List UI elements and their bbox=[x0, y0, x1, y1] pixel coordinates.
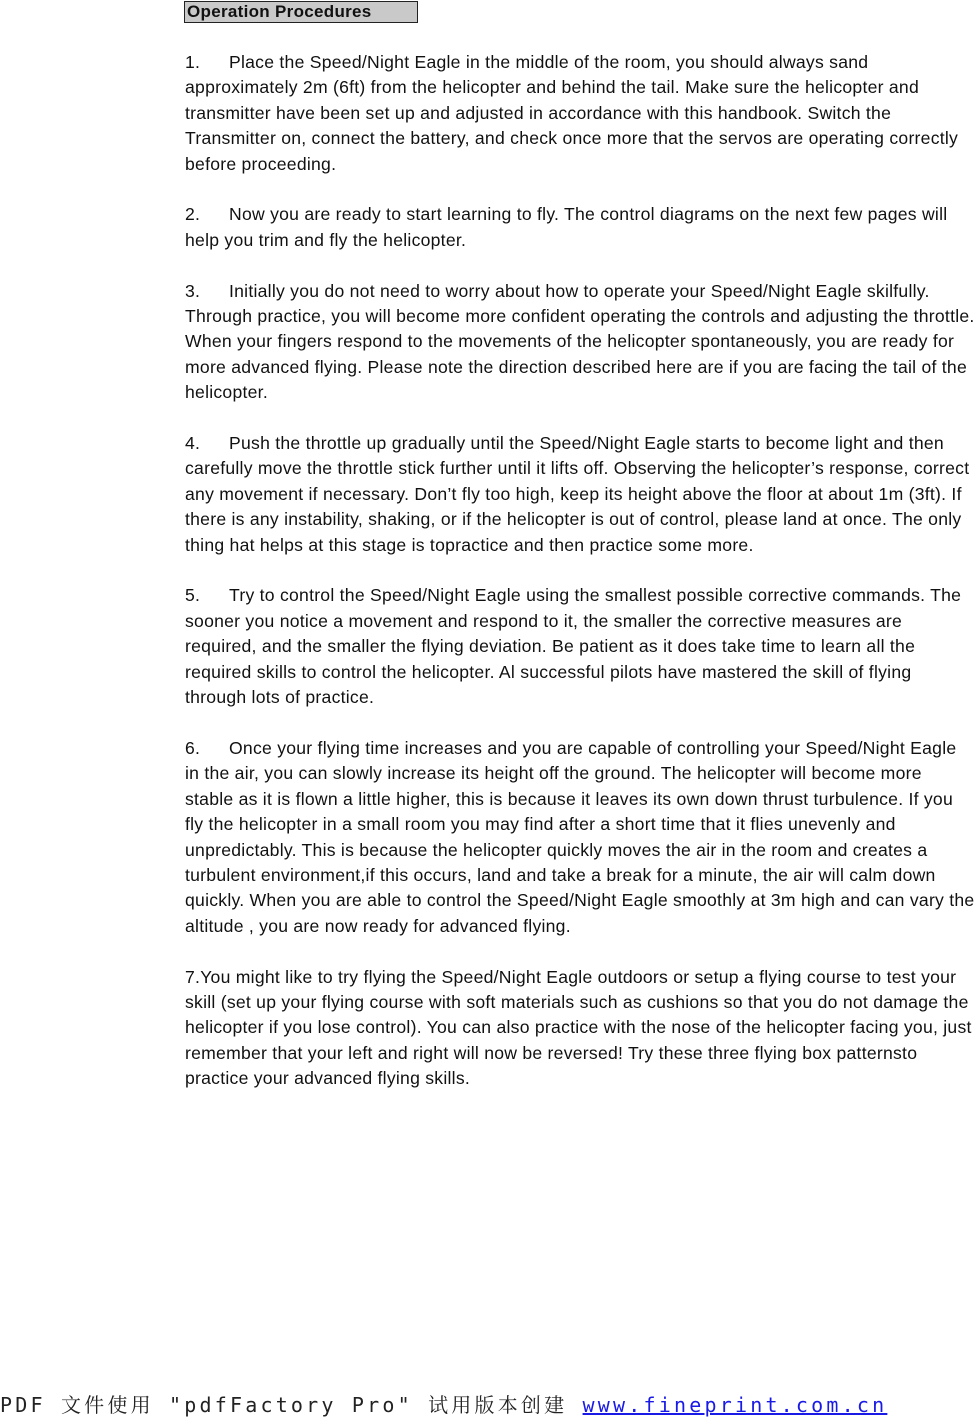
paragraph-2 bbox=[185, 202, 975, 253]
paragraph-text: You might like to try flying the Speed/Night Eagle outdoors or setup a flying course to test your skill (set up your flying course with soft materials such as cushions so that you do not damage the helicopter if you lose control). You can also practice with the nose of the helicopter facing you, just remember that your left and right will now be reversed! Try these three flying box patternsto practice your advanced flying skills. bbox=[185, 966, 972, 1089]
paragraph-5 bbox=[185, 583, 975, 710]
paragraph-number: 3. bbox=[185, 280, 201, 301]
paragraph-7 bbox=[185, 965, 975, 1092]
paragraph-text: Try to control the Speed/Night Eagle using the smallest possible corrective commands. The sooner you notice a movement and respond to it, the smaller the corrective measures are required, and the smaller the flying deviation. Be patient as it does take time to learn all the required skills to control the helicopter. Al successful pilots have mastered the skill of flying through lots of practice. bbox=[185, 585, 962, 708]
paragraph-number: 4. bbox=[185, 433, 201, 454]
paragraph-text: Once your flying time increases and you are capable of controlling your Speed/Night Eagle in the air, you can slowly increase its height off the ground. The helicopter will become more stable as it is flown a little higher, this is because it leaves its own down thrust turbulence. If you fly the helicopter in a small room you may find after a short time that it flies unevenly and unpredictably. This is because the helicopter quickly moves the air in the room and creates a turbulent environment,if this occurs, land and take a break for a minute, the air will calm down quickly. When you are able to control the Speed/Night Eagle smoothly at 3m high and can vary the altitude , you are now ready for advanced flying. bbox=[185, 737, 975, 936]
paragraph-number: 7. bbox=[185, 966, 201, 987]
pdf-watermark-footer bbox=[0, 1392, 887, 1418]
paragraph-text: Push the throttle up gradually until the Speed/Night Eagle starts to become light and then carefully move the throttle stick further until it lifts off. Observing the helicopter’s response, correct any movement if necessary. Don’t fly too high, keep its height above the floor at about 1m (3ft). If there is any instability, shaking, or if the helicopter is out of control, please land at once. The only thing hat helps at this stage is topractice and then practice some more. bbox=[185, 433, 970, 555]
paragraph-3 bbox=[185, 279, 975, 406]
document-body bbox=[185, 50, 975, 1117]
paragraph-text: Initially you do not need to worry about how to operate your Speed/Night Eagle skilfully. Through practice, you will become more confident operating the controls and adjusting the throttle. When your fingers respond to the movements of the helicopter spontaneously, you are ready for more advanced flying. Please note the direction described here are if you are facing the tail of the helicopter. bbox=[185, 280, 975, 403]
section-heading: Operation Procedures bbox=[184, 1, 418, 23]
paragraph-number: 2. bbox=[185, 204, 201, 225]
paragraph-number: 5. bbox=[185, 585, 201, 606]
paragraph-6 bbox=[185, 736, 975, 939]
paragraph-text: Place the Speed/Night Eagle in the middle of the room, you should always sand approximately 2m (6ft) from the helicopter and behind the tail. Make sure the helicopter and transmitter have been set up and adjusted in accordance with this handbook. Switch the Transmitter on, connect the battery, and check once more that the servos are operating correctly before proceeding. bbox=[185, 52, 959, 174]
fineprint-link[interactable]: www.fineprint.com.cn bbox=[582, 1393, 888, 1417]
paragraph-number: 1. bbox=[185, 52, 201, 72]
paragraph-number: 6. bbox=[185, 737, 201, 758]
paragraph-1 bbox=[185, 50, 975, 177]
watermark-text: PDF 文件使用 "pdfFactory Pro" 试用版本创建 bbox=[0, 1393, 583, 1417]
paragraph-4 bbox=[185, 431, 975, 558]
paragraph-text: Now you are ready to start learning to fly. The control diagrams on the next few pages will help you trim and fly the helicopter. bbox=[185, 204, 948, 250]
